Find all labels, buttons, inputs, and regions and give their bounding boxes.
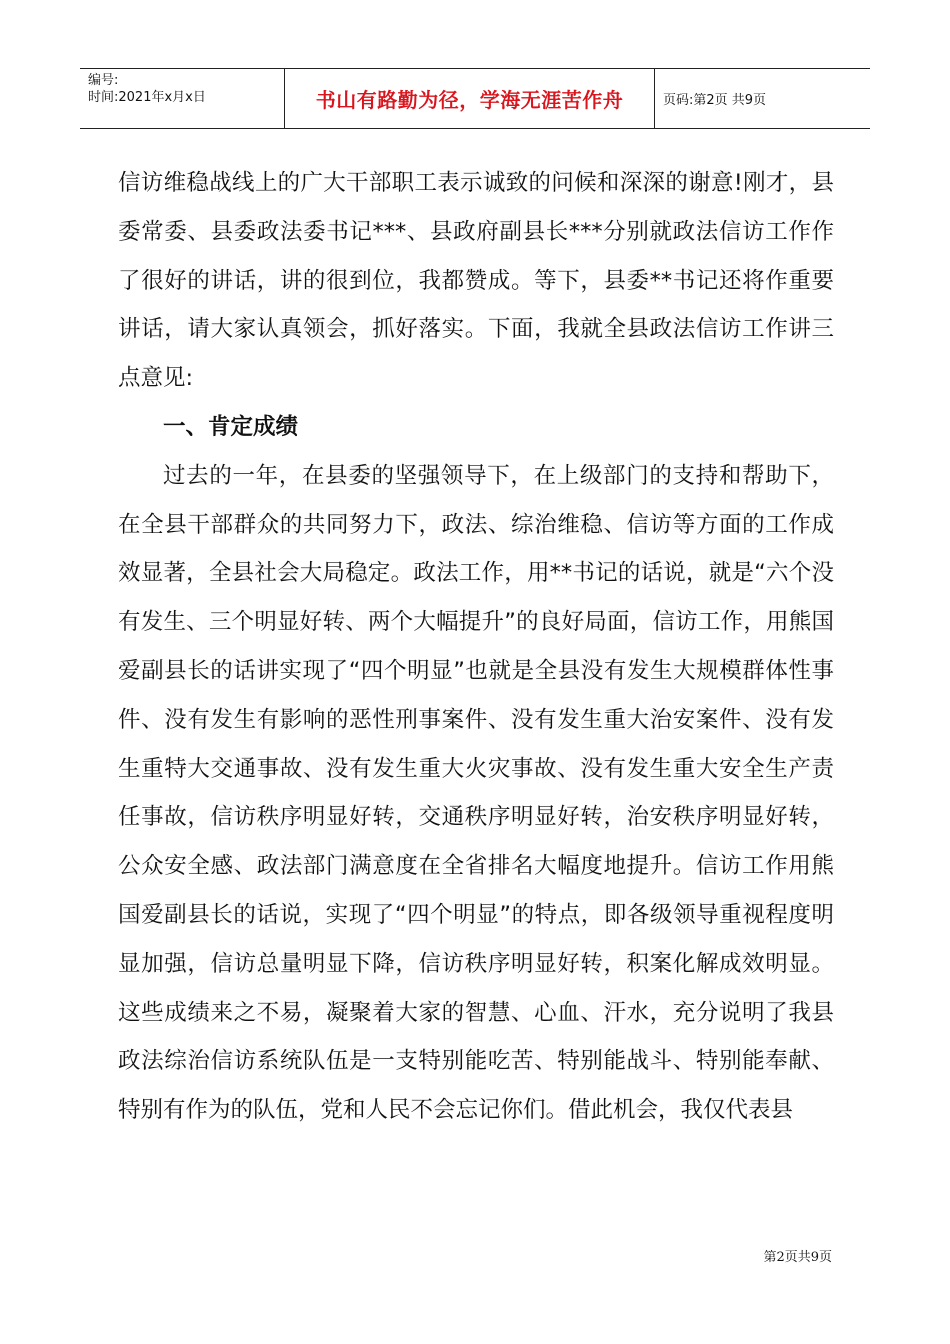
header-motto-cell <box>284 69 655 128</box>
paragraph-achievements: 过去的一年，在县委的坚强领导下，在上级部门的支持和帮助下，在全县干部群众的共同努力下，政法、综治维稳、信访等方面的工作成效显著，全县社会大局稳定。政法工作，用**书记的话说，就是“六个没有发生、三个明显好转、两个大幅提升”的良好局面，信访工作，用熊国爱副县长的话讲实现了“四个明显”也就是全县没有发生大规模群体性事件、没有发生有影响的恶性刑事案件、没有发生重大治安案件、没有发生重特大交通事故、没有发生重大火灾事故、没有发生重大安全生产责任事故，信访秩序明显好转，交通秩序明显好转，治安秩序明显好转，公众安全感、政法部门满意度在全省排名大幅度地提升。信访工作用熊国爱副县长的话说，实现了“四个明显”的特点，即各级领导重视程度明显加强，信访总量明显下降，信访秩序明显好转，积案化解成效明显。这些成绩来之不易，凝聚着大家的智慧、心血、汗水，充分说明了我县政法综治信访系统队伍是一支特别能吃苦、特别能战斗、特别能奉献、特别有作为的队伍，党和人民不会忘记你们。借此机会，我仅代表县 <box>118 462 834 1124</box>
header-meta <box>80 69 284 128</box>
serial-number-label: 编号: <box>88 73 119 88</box>
header-page-number: 页码:第2页 共9页 <box>663 93 767 108</box>
section-heading: 一、肯定成绩 <box>163 413 299 440</box>
motto-text: 书山有路勤为径，学海无涯苦作舟 <box>315 88 624 112</box>
date-label: 时间:2021年x月x日 <box>88 90 206 105</box>
paragraph-continuation: 信访维稳战线上的广大干部职工表示诚致的问候和深深的谢意!刚才，县委常委、县委政法委书记***、县政府副县长***分别就政法信访工作作了很好的讲话，讲的很到位，我都赞成。等下，县委**书记还将作重要讲话，请大家认真领会，抓好落实。下面，我就全县政法信访工作讲三点意见: <box>118 170 834 392</box>
document-header <box>80 68 870 129</box>
footer-page-number: 第2页共9页 <box>763 1250 832 1265</box>
document-body <box>118 159 834 1135</box>
header-page-cell <box>655 69 870 128</box>
